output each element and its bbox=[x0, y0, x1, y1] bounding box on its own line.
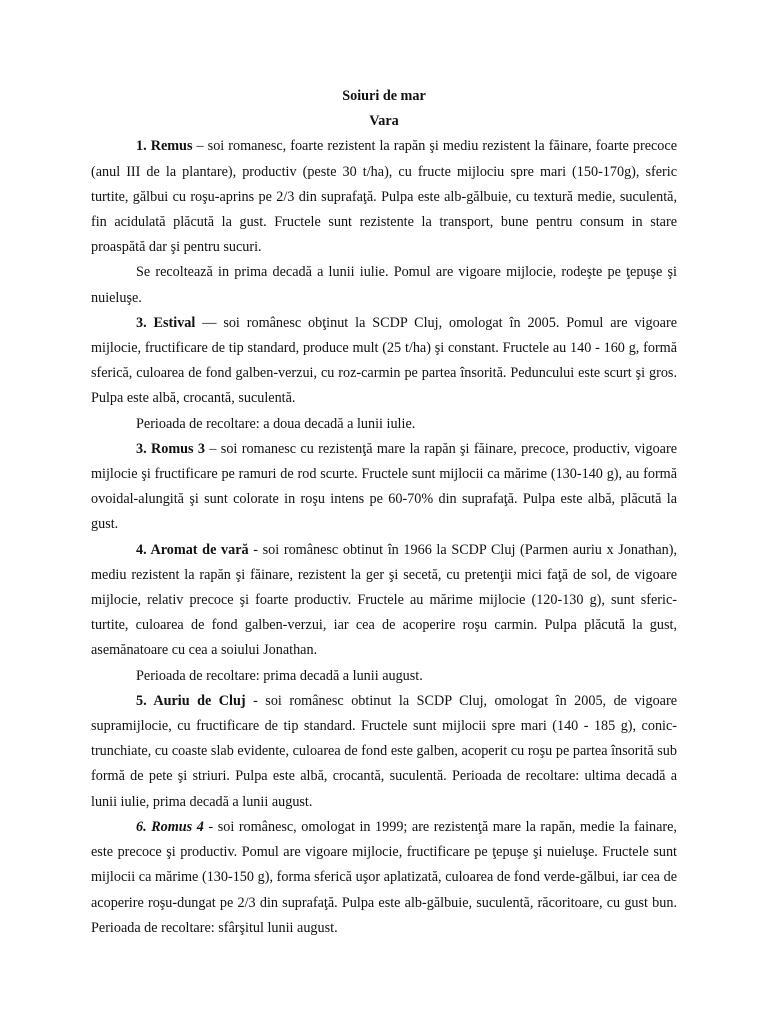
variety-name: 3. Estival bbox=[136, 314, 196, 331]
document-title: Soiuri de mar bbox=[342, 88, 426, 104]
document-subtitle: Vara bbox=[369, 113, 399, 130]
variety-name: 6. Romus 4 bbox=[136, 818, 204, 835]
paragraph-text: - soi românesc obtinut în 1966 la SCDP Cluj (Parmen auriu x Jonathan), mediu rezistent la rapăn şi făinare, rezistent la ger şi secetă, cu pretenţii mici faţă de sol, de vigoare mijlocie, relativ precoce şi foarte productiv. Fructele au mărime mijlocie (120-130 g), sunt sferic-turtite, culoarea de fond galben-verzui, iar cea de acoperire roşu carmin. Pulpa plăcută la gust, asemănatoare cu cea a soiului Jonathan. bbox=[91, 541, 678, 659]
paragraph-text: Perioada de recoltare: prima decadă a lunii august. bbox=[136, 667, 423, 684]
paragraph-aromat-harvest bbox=[91, 664, 677, 689]
paragraph-remus bbox=[91, 134, 677, 260]
paragraph-auriu-de-cluj bbox=[91, 689, 677, 815]
paragraph-text: – soi romanesc, foarte rezistent la rapăn şi mediu rezistent la făinare, foarte precoce (anul III de la plantare), productiv (peste 30 t/ha), cu fructe mijlociu spre mari (150-170g), sferic turtite, gălbui cu roşu-aprins pe 2/3 din suprafaţă. Pulpa este alb-gălbuie, cu textură medie, suculentă, fin acidulată plăcută la gust. Fructele sunt rezistente la transport, bune pentru consum in stare proaspătă dar şi pentru sucuri. bbox=[91, 138, 677, 256]
paragraph-text: - soi românesc, omologat in 1999; are rezistenţă mare la rapăn, medie la fainare, este precoce şi productiv. Pomul are vigoare mijlocie, fructificare pe ţepuşe şi nuieluşe. Fructele sunt mijlocii ca mărime (130-150 g), forma sferică uşor aplatizată, culoarea de fond verde-gălbui, iar cea de acoperire roşu-dungat pe 2/3 din suprafaţă. Pulpa este alb-gălbuie, suculentă, răcoritoare, cu gust bun. Perioada de recoltare: sfârşitul lunii august. bbox=[91, 818, 677, 936]
paragraph-text: Se recoltează in prima decadă a lunii iulie. Pomul are vigoare mijlocie, rodeşte pe ţepuşe şi nuieluşe. bbox=[91, 264, 677, 306]
variety-name: 3. Romus 3 bbox=[136, 440, 206, 457]
paragraph-text: –– soi românesc obţinut la SCDP Cluj, omologat în 2005. Pomul are vigoare mijlocie, fructificare de tip standard, produce mult (25 t/ha) şi constant. Fructele au 140 - 160 g, formă sferică, culoarea de fond galben-verzui, cu roz-carmin pe partea însorită. Peduncului este scurt şi gros. Pulpa este albă, crocantă, suculentă. bbox=[91, 314, 677, 407]
paragraph-text: - soi românesc obtinut la SCDP Cluj, omologat în 2005, de vigoare supramijlocie, cu fructificare de tip standard. Fructele sunt mijlocii spre mari (140 - 185 g), conic-trunchiate, cu coaste slab evidente, culoarea de fond este galben, acoperit cu roşu pe partea însorită sub formă de pete şi striuri. Pulpa este albă, crocantă, suculentă. Perioada de recoltare: ultima decadă a lunii iulie, prima decadă a lunii august. bbox=[91, 692, 677, 810]
paragraph-aromat-de-vara bbox=[91, 538, 677, 664]
variety-name: 1. Remus bbox=[136, 138, 193, 155]
paragraph-romus-4 bbox=[91, 815, 677, 941]
paragraph-romus-3 bbox=[91, 437, 677, 538]
paragraph-estival-harvest bbox=[91, 412, 677, 437]
paragraph-text: Perioada de recoltare: a doua decadă a lunii iulie. bbox=[136, 415, 416, 432]
paragraph-text: – soi romanesc cu rezistenţă mare la rapăn şi făinare, precoce, productiv, vigoare mijlocie şi fructificare pe ramuri de rod scurte. Fructele sunt mijlocii ca mărime (130-140 g), au formă ovoidal-alungită şi sunt colorate in roşu intens pe 60-70% din suprafaţă. Pulpa este albă, plăcută la gust. bbox=[91, 440, 677, 533]
document-page bbox=[91, 84, 677, 941]
variety-name: 4. Aromat de vară bbox=[136, 541, 249, 558]
paragraph-remus-harvest bbox=[91, 260, 677, 310]
paragraph-estival bbox=[91, 311, 677, 412]
variety-name: 5. Auriu de Cluj bbox=[136, 692, 246, 709]
